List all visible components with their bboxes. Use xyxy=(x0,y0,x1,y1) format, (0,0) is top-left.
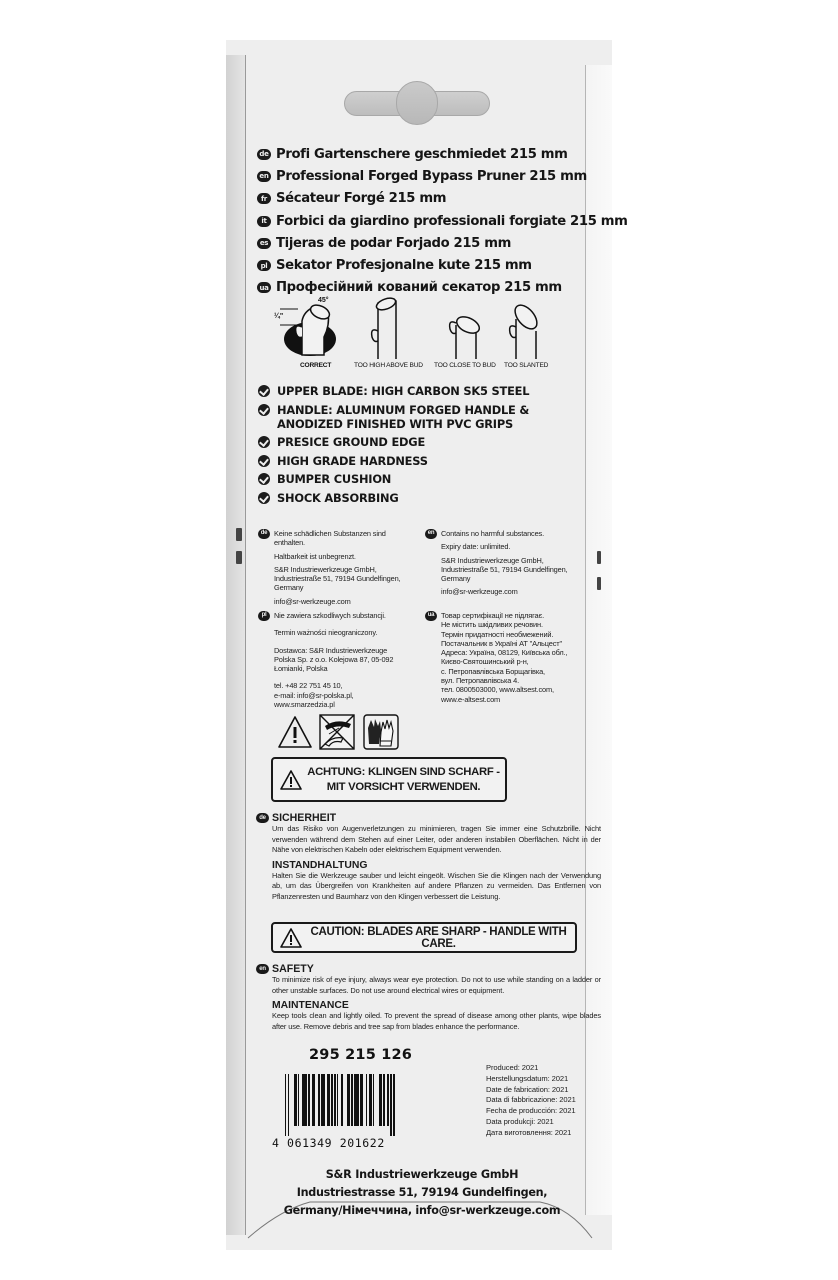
production-dates xyxy=(486,1063,576,1139)
feature-text: ANODIZED FINISHED WITH PVC GRIPS xyxy=(277,416,513,431)
title-row-en xyxy=(257,165,617,187)
feature-item xyxy=(258,454,558,468)
check-icon xyxy=(258,473,270,485)
maintenance-heading-de: INSTANDHALTUNG xyxy=(272,859,368,871)
warning-triangle-icon xyxy=(277,714,313,750)
feature-text: BUMPER CUSHION xyxy=(277,472,392,487)
warning-box-en xyxy=(271,922,577,953)
lang-badge-de: de xyxy=(258,529,270,539)
lang-badge-it: it xyxy=(257,216,271,227)
info-line: e-mail: info@sr-polska.pl, xyxy=(274,690,354,700)
title-text: Profi Gartenschere geschmiedet 215 mm xyxy=(276,146,568,162)
feature-text: UPPER BLADE: HIGH CARBON SK5 STEEL xyxy=(277,384,530,398)
angle-label: 45° xyxy=(318,297,329,304)
pruning-correct-icon xyxy=(280,297,350,359)
info-line: Polska Sp. z o.o. Kolejowa 87, 05-092 xyxy=(274,654,394,664)
safety-section-de xyxy=(256,811,601,903)
production-date-line: Data di fabbricazione: 2021 xyxy=(486,1095,576,1105)
lang-badge-de: de xyxy=(256,813,269,823)
feature-text: SHOCK ABSORBING xyxy=(277,490,399,505)
warning-en-text: CAUTION: BLADES ARE SHARP - HANDLE WITH CARE. xyxy=(310,925,567,950)
safety-heading-en: SAFETY xyxy=(272,962,314,975)
lang-badge-en: en xyxy=(256,964,269,974)
info-line: Łomianki, Polska xyxy=(274,664,328,674)
info-line: Contains no harmful substances. xyxy=(441,529,544,538)
wear-gloves-icon xyxy=(363,714,399,750)
article-number: 295 215 126 xyxy=(309,1047,413,1063)
no-hand-near-blade-icon xyxy=(319,714,355,750)
lang-badge-en: en xyxy=(425,529,437,539)
info-line: с. Петропавлівська Борщагівка, xyxy=(441,666,545,676)
title-text: Професійний кований секатор 215 mm xyxy=(276,280,562,296)
info-line: Haltbarkeit ist unbegrenzt. xyxy=(274,551,356,561)
company-address: Industriestrasse 51, 79194 Gundelfingen, xyxy=(296,1186,548,1199)
safety-heading-de: SICHERHEIT xyxy=(272,811,337,824)
title-text: Professional Forged Bypass Pruner 215 mm xyxy=(276,168,587,184)
company-name: S&R Industriewerkzeuge GmbH xyxy=(325,1168,519,1181)
distance-label: ¼" xyxy=(274,313,284,320)
title-text: Forbici da giardino professionali forgiate 215 mm xyxy=(276,213,628,229)
info-line: Expiry date: unlimited. xyxy=(441,542,511,552)
production-date-line: Data produkcji: 2021 xyxy=(486,1116,554,1126)
safety-text-de: Um das Risiko von Augenverletzungen zu minimieren, tragen Sie immer eine Schutzbrille. Nicht verwenden während dem Stehen auf einer Leiter, oder anderen instabilen Oberflächen. Nicht in der Nähe von elektrischen Kabeln oder elektrischem Equipment verwenden. xyxy=(272,824,601,855)
production-date-line: Date de fabrication: 2021 xyxy=(486,1084,569,1094)
info-line: Києво-Святошинський р-н, xyxy=(441,657,529,667)
pruning-label-too-slanted: TOO SLANTED xyxy=(504,362,549,369)
feature-item xyxy=(258,384,558,398)
ean-number: 4 061349 201622 xyxy=(272,1136,385,1150)
title-text: Sekator Profesjonalne kute 215 mm xyxy=(276,258,532,274)
company-info xyxy=(272,1166,572,1220)
title-row-de xyxy=(257,143,617,165)
info-line: Dostawca: S&R Industriewerkzeuge xyxy=(274,645,388,655)
info-line: Industriestraße 51, 79194 Gundelfingen, xyxy=(441,564,568,574)
warning-triangle-icon xyxy=(280,928,302,948)
info-line: tel. +48 22 751 45 10, xyxy=(274,681,343,691)
feature-item xyxy=(258,472,558,486)
info-line: Термін придатності необмежений. xyxy=(441,629,554,639)
lang-badge-en: en xyxy=(257,171,271,182)
title-row-pl xyxy=(257,254,617,276)
info-block-en xyxy=(425,529,590,597)
pruning-guide xyxy=(272,297,562,377)
hanger-hole xyxy=(344,81,490,125)
production-date-line: Herstellungsdatum: 2021 xyxy=(486,1073,569,1083)
maintenance-text-de: Halten Sie die Werkzeuge sauber und leicht eingeölt. Wischen Sie die Klingen nach der Verwendung ab, um das Übergreifen von Krankheiten auf andere Pflanzen zu vermeiden. Das Entfernen von Pflanzenresten und Baumharz von den Klingen verbessert die Leistung. xyxy=(272,870,601,901)
info-block-de xyxy=(258,529,423,606)
title-row-es xyxy=(257,232,617,254)
info-line: вул. Петропавлівська 4. xyxy=(441,676,519,686)
info-line: Germany xyxy=(441,574,471,584)
info-line: info@sr-werkzeuge.com xyxy=(441,587,518,597)
feature-item xyxy=(258,491,558,505)
lang-badge-ua: ua xyxy=(425,611,437,621)
info-line: Germany xyxy=(274,583,304,593)
info-line: info@sr-werkzeuge.com xyxy=(274,596,351,606)
pruning-label-correct: CORRECT xyxy=(300,362,332,369)
side-clip-right-2 xyxy=(597,577,601,590)
warning-de-line1: ACHTUNG: KLINGEN SIND SCHARF - xyxy=(307,765,500,778)
production-date-line: Produced: 2021 xyxy=(486,1063,539,1072)
warning-triangle-icon xyxy=(280,770,302,790)
pruning-label-too-close: TOO CLOSE TO BUD xyxy=(434,362,496,369)
card-left-fold xyxy=(226,55,246,1235)
check-icon xyxy=(258,455,270,467)
title-row-fr xyxy=(257,188,617,210)
warning-box-de xyxy=(271,757,507,802)
production-date-line: Дата виготовлення: 2021 xyxy=(486,1127,572,1137)
barcode xyxy=(285,1074,430,1132)
info-line: S&R Industriewerkzeuge GmbH, xyxy=(274,564,377,574)
info-line: Keine schädlichen Substanzen sind xyxy=(274,529,386,538)
lang-badge-fr: fr xyxy=(257,193,271,204)
info-line: www.e-altsest.com xyxy=(441,694,501,704)
safety-text-en: To minimize risk of eye injury, always wear eye protection. Do not to use while standing on a ladder or other unstable surfaces. Do not use around electrical wires or equipment. xyxy=(272,975,601,995)
info-line: Постачальник в Україні АТ "Альцест" xyxy=(441,638,562,648)
feature-text: PRESICE GROUND EDGE xyxy=(277,435,426,450)
info-line: Адреса: Україна, 08129, Київська обл., xyxy=(441,648,568,658)
lang-badge-pl: pl xyxy=(258,611,270,621)
feature-item xyxy=(258,403,558,431)
safety-section-en xyxy=(256,962,601,1032)
lang-badge-es: es xyxy=(257,238,271,249)
feature-item xyxy=(258,435,558,449)
info-block-pl xyxy=(258,611,423,709)
feature-list xyxy=(258,384,558,510)
info-line: Industriestraße 51, 79194 Gundelfingen, xyxy=(274,574,401,584)
info-line: S&R Industriewerkzeuge GmbH, xyxy=(441,555,544,565)
warning-de-line2: MIT VORSICHT VERWENDEN. xyxy=(326,780,481,793)
info-line: тел. 0800503000, www.altsest.com, xyxy=(441,685,554,695)
feature-text: HIGH GRADE HARDNESS xyxy=(277,453,428,468)
info-line: Termin ważności nieograniczony. xyxy=(274,628,378,638)
maintenance-text-en: Keep tools clean and lightly oiled. To prevent the spread of disease among other plants, wipe blades after use. Remove debris and tree sap from blades enhance the performance. xyxy=(272,1011,601,1031)
check-icon xyxy=(258,436,270,448)
feature-text: HANDLE: ALUMINUM FORGED HANDLE & xyxy=(277,402,530,417)
info-line: Не містить шкідливих речовин. xyxy=(441,620,543,630)
maintenance-heading-en: MAINTENANCE xyxy=(272,1000,349,1012)
check-icon xyxy=(258,385,270,397)
side-clip-left-1 xyxy=(236,528,242,541)
lang-badge-ua: ua xyxy=(257,282,271,293)
info-block-ua xyxy=(425,611,590,704)
check-icon xyxy=(258,492,270,504)
product-titles xyxy=(257,143,628,299)
lang-badge-de: de xyxy=(257,149,271,160)
info-line: enthalten. xyxy=(274,538,305,548)
side-clip-right-1 xyxy=(597,551,601,564)
side-clip-left-2 xyxy=(236,551,242,564)
title-text: Sécateur Forgé 215 mm xyxy=(276,191,447,207)
title-row-ua xyxy=(257,277,617,299)
title-row-it xyxy=(257,210,628,232)
pruning-too-slanted-icon xyxy=(496,297,566,359)
production-date-line: Fecha de producción: 2021 xyxy=(486,1106,576,1116)
info-line: www.smarzedzia.pl xyxy=(274,700,335,710)
info-line: Товар сертифікації не підлягає. xyxy=(441,611,544,620)
info-line: Nie zawiera szkodliwych substancji. xyxy=(274,611,386,620)
pruning-label-too-high: TOO HIGH ABOVE BUD xyxy=(354,362,423,369)
company-country-email: Germany/Німеччина, info@sr-werkzeuge.com xyxy=(283,1204,561,1217)
lang-badge-pl: pl xyxy=(257,260,271,271)
pruning-too-high-icon xyxy=(360,297,430,359)
title-text: Tijeras de podar Forjado 215 mm xyxy=(276,235,512,251)
check-icon xyxy=(258,404,270,416)
